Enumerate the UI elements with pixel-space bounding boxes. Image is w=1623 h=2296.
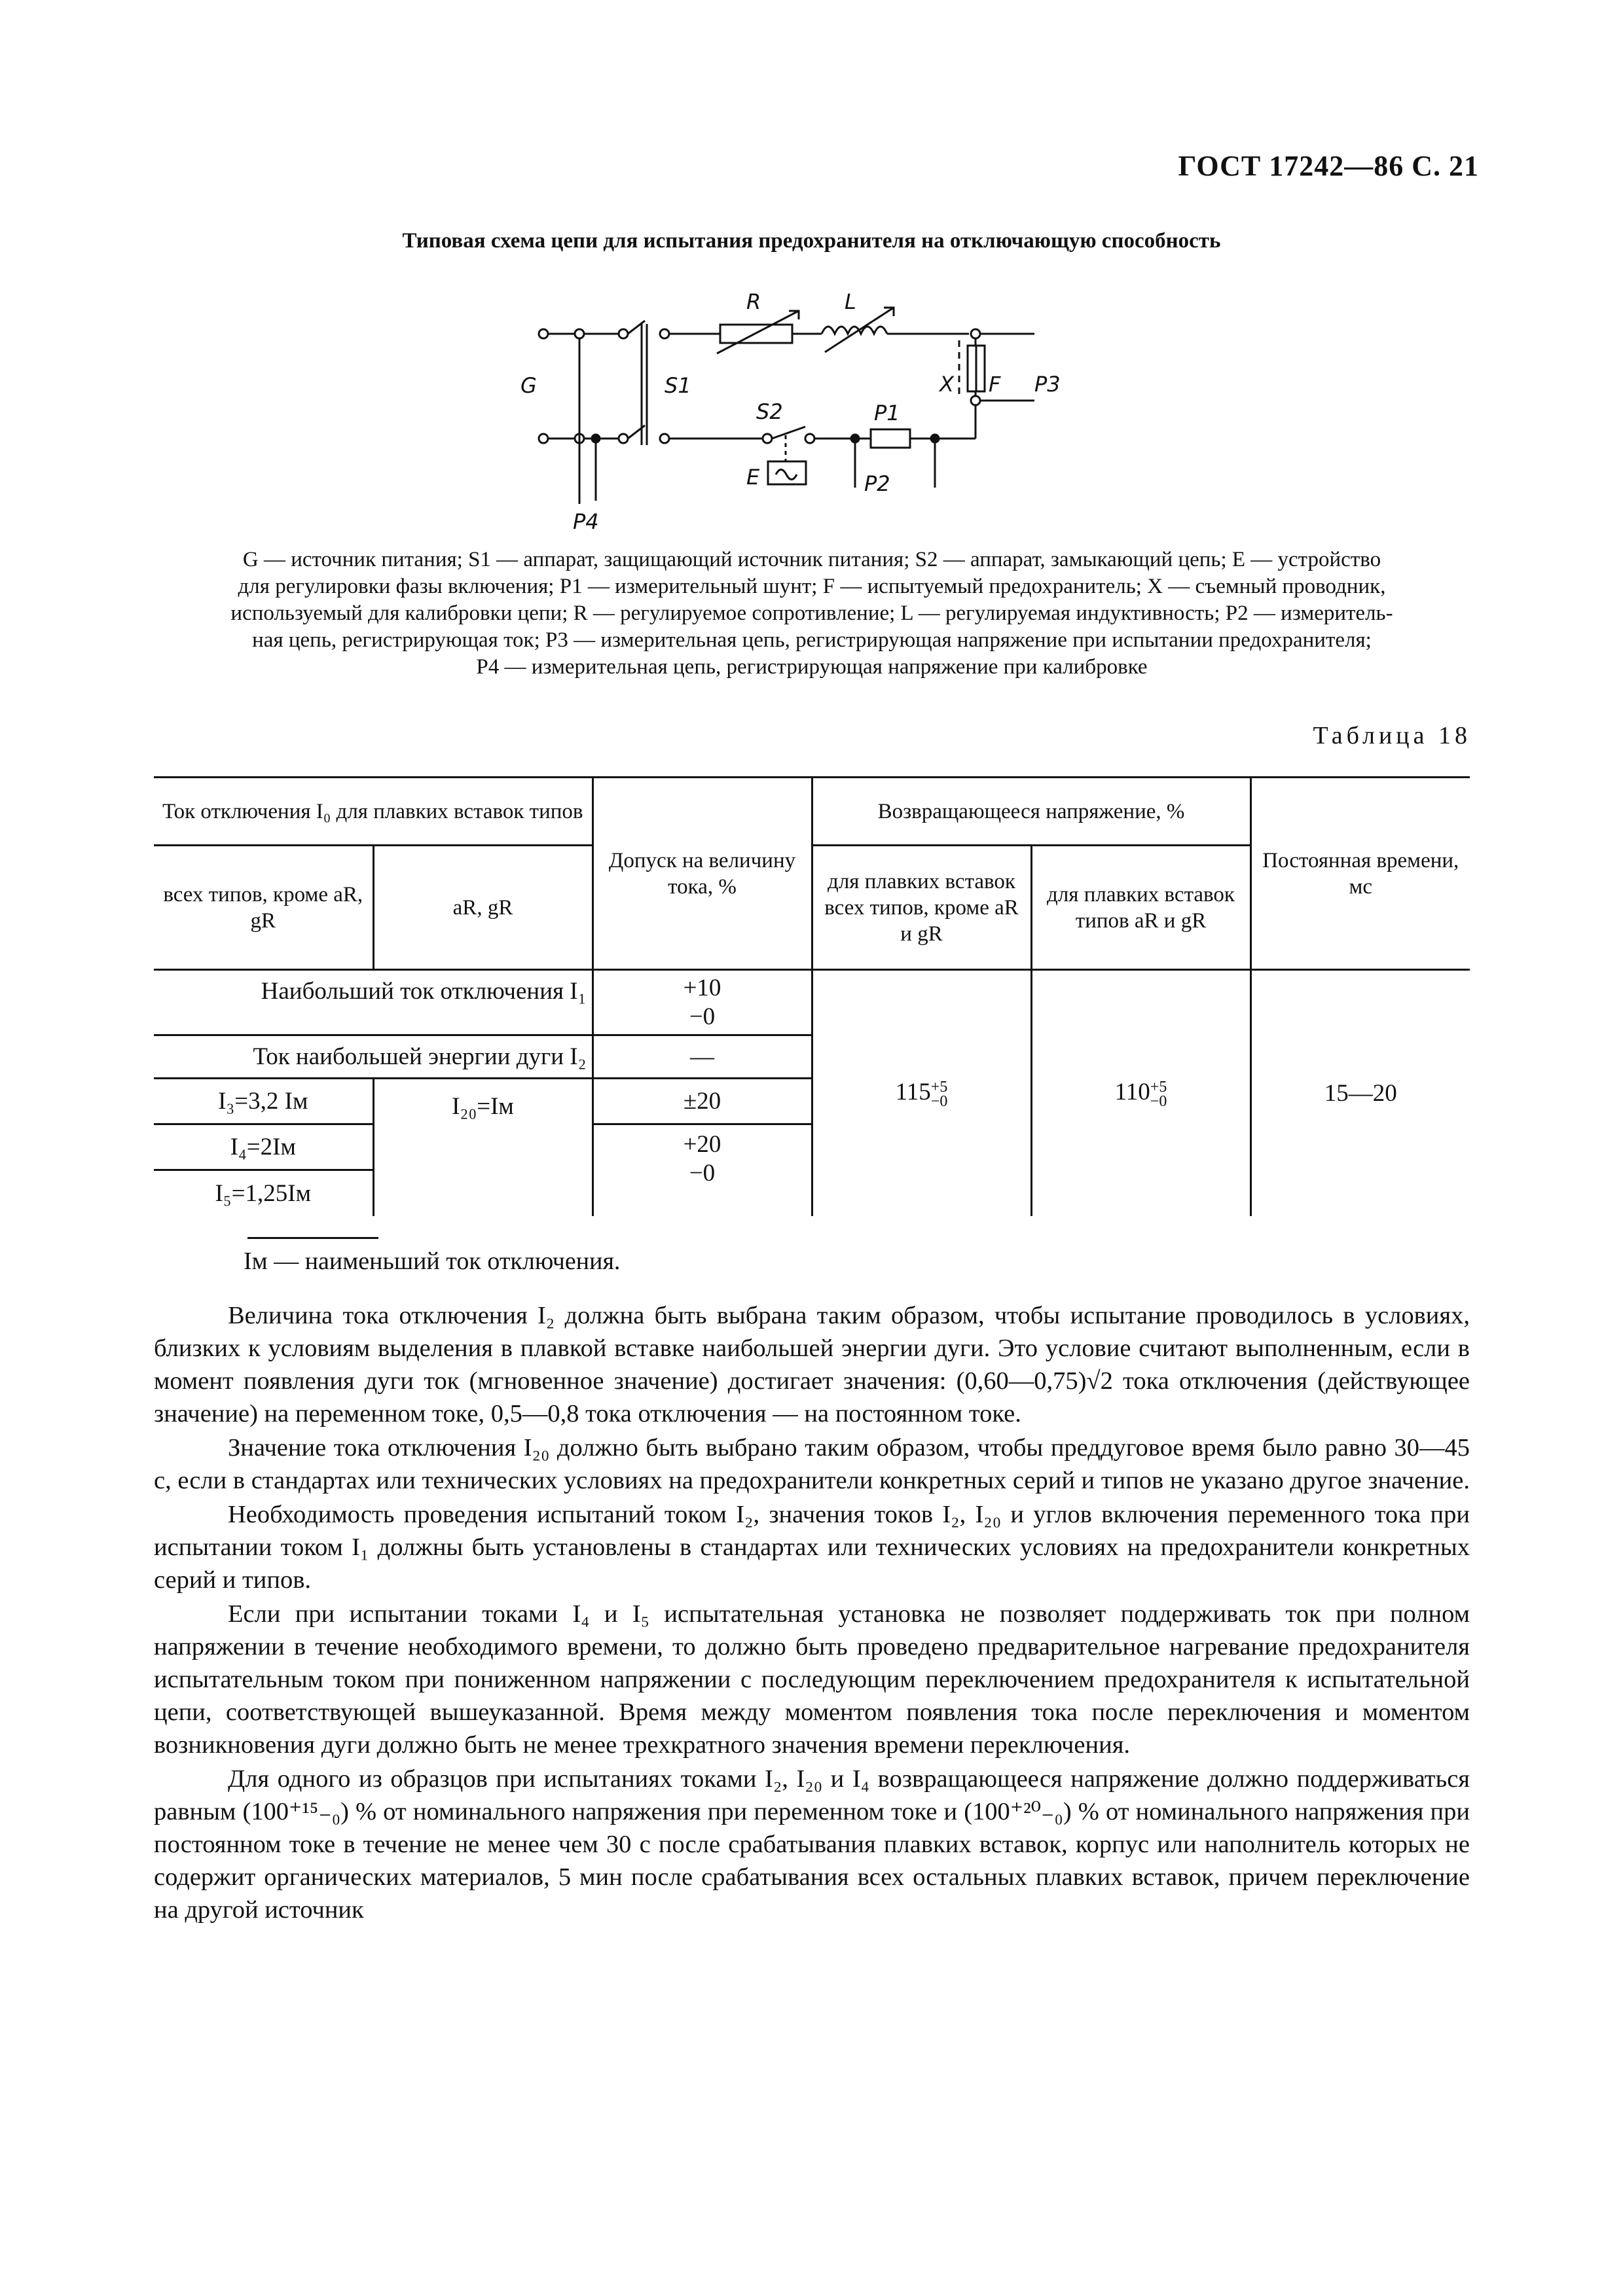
switch-s2 <box>772 427 805 439</box>
label-p3: P3 <box>1034 372 1061 397</box>
header-rv-ar-gr: для плавких вставок типов aR и gR <box>1031 846 1250 970</box>
time-constant-value: 15—20 <box>1250 970 1470 1216</box>
row-i20-label: I₂₀=Iм <box>373 1079 593 1216</box>
footnote-rule <box>247 1237 378 1239</box>
paragraph: Величина тока отключения I₂ должна быть выбрана таким образом, чтобы испытание проводилось в условиях, близких к условиям выделения в плавкой вставке наибольшей энергии дуги. Это условие считают выполненным, если в момент появления дуги ток (мгновенное значение) достигает значения: (0,60—0,75)√2 тока отключения (действующее значение) на переменном токе, 0,5—0,8 тока отключения — на постоянном токе. <box>154 1302 1470 1427</box>
legend-line: используемый для калибровки цепи; R — регулируемое сопротивление; L — регулируемая индуктивность; P2 — измеритель- <box>230 601 1393 625</box>
source-g <box>539 329 628 443</box>
paragraph: Необходимость проведения испытаний током I₂, значения токов I₂, I₂₀ и углов включения переменного тока при испытании током I₁ должны быть установлены в стандартах или технических условиях на предохранители конкретных серий и типов. <box>154 1501 1470 1594</box>
label-s1: S1 <box>665 373 691 398</box>
tol-plus: +20 <box>683 1131 721 1158</box>
legend-line: ная цепь, регистрирующая ток; P3 — измерительная цепь, регистрирующая напряжение при испытании предохранителя; <box>252 628 1372 652</box>
header-time-constant: Постоянная времени, мс <box>1250 778 1470 970</box>
label-s2: S2 <box>756 399 783 424</box>
label-g: G <box>520 373 537 398</box>
tol-minus: −0 <box>689 1160 716 1187</box>
switch-s1 <box>628 321 669 445</box>
rv-all-sub: −0 <box>930 1092 948 1110</box>
paragraph: Если при испытании токами I₄ и I₅ испытательная установка не позволяет поддерживать ток при полном напряжении в течение необходимого времени, то должно быть проведено предварительное нагревание предохранителя испытательным током при пониженном напряжении с последующим переключением предохранителя к испытательной цепи, соответствующей вышеуказанной. Время между моментом появления тока после переключения и моментом возникновения дуги должно быть не менее трехкратного значения времени переключения. <box>154 1600 1470 1759</box>
header-recovery-voltage: Возвращающееся напряжение, % <box>812 778 1250 846</box>
rv-all-value: 115 <box>895 1078 931 1105</box>
row-i1-tolerance <box>593 970 812 1035</box>
page-header: ГОСТ 17242—86 С. 21 <box>1178 150 1479 182</box>
label-p4: P4 <box>573 509 599 534</box>
rv-ar-value: 110 <box>1114 1078 1150 1105</box>
row-i2-tolerance: — <box>593 1035 812 1079</box>
label-e: E <box>746 465 760 490</box>
label-p2: P2 <box>864 471 890 496</box>
row-i3-tolerance: ±20 <box>593 1079 812 1124</box>
header-rv-all-types: для плавких вставок всех типов, кроме aR и gR <box>812 846 1031 970</box>
header-all-types: всех типов, кроме aR, gR <box>163 882 363 933</box>
rv-ar-sub: −0 <box>1150 1092 1167 1110</box>
diagram-legend <box>154 547 1470 681</box>
body-text <box>154 1299 1470 1928</box>
diagram-title: Типовая схема цепи для испытания предохранителя на отключающую способность <box>402 229 1221 253</box>
label-f: F <box>989 372 1001 397</box>
legend-line: G — источник питания; S1 — аппарат, защищающий источник питания; S2 — аппарат, замыкающий цепь; E — устройство <box>242 548 1381 571</box>
circuit-diagram <box>520 281 1113 537</box>
legend-line: для регулировки фазы включения; P1 — измерительный шунт; F — испытуемый предохранитель; X — съемный проводник, <box>238 575 1386 598</box>
phase-device-e <box>768 461 806 484</box>
footnote: Iм — наименьший ток отключения. <box>244 1247 621 1275</box>
label-l: L <box>845 289 856 314</box>
row-i3-label: I₃=3,2 Iм <box>154 1079 373 1124</box>
row-i5-label: I₅=1,25Iм <box>215 1179 312 1207</box>
row-i2-label: Ток наибольшей энергии дуги I₂ <box>154 1035 593 1079</box>
rv-all-value-cell <box>812 970 1031 1216</box>
paragraph: Для одного из образцов при испытаниях токами I₂, I₂₀ и I₄ возвращающееся напряжение должно поддерживаться равным (100⁺¹⁵₋₀) % от номинального напряжения при переменном токе и (100⁺²⁰₋₀) % от номинального напряжения при постоянном токе в течение не менее чем 30 с после срабатывания плавких вставок, корпус или наполнитель которых не содержит органических материалов, 5 мин после срабатывания всех остальных плавких вставок, причем переключение на другой источник <box>154 1765 1470 1924</box>
spec-table <box>154 776 1470 1216</box>
label-p1: P1 <box>874 401 900 425</box>
rv-all-sup: +5 <box>930 1078 948 1096</box>
paragraph: Значение тока отключения I₂₀ должно быть выбрано таким образом, чтобы преддуговое время было равно 30—45 с, если в стандартах или технических условиях на предохранители конкретных серий и типов не указано другое значение. <box>154 1434 1470 1494</box>
row-i4-label: I₄=2Iм <box>154 1124 373 1170</box>
label-x: X <box>939 372 954 397</box>
rv-ar-value-cell <box>1031 970 1250 1216</box>
table-caption: Таблица 18 <box>1313 722 1471 749</box>
rv-ar-sup: +5 <box>1150 1078 1167 1096</box>
row-i45-tolerance <box>593 1124 812 1216</box>
row-i1-label: Наибольший ток отключения I₁ <box>154 970 593 1035</box>
shunt-p1 <box>871 429 910 448</box>
legend-line: P4 — измерительная цепь, регистрирующая напряжение при калибровке <box>476 655 1148 679</box>
header-ar-gr: aR, gR <box>373 846 593 970</box>
header-cutoff-current: Ток отключения I₀ для плавких вставок типов <box>154 778 593 846</box>
label-r: R <box>746 289 761 314</box>
tol-minus: −0 <box>689 1003 716 1030</box>
header-tolerance: Допуск на величину тока, % <box>593 778 812 970</box>
tol-plus: +10 <box>683 974 721 1001</box>
